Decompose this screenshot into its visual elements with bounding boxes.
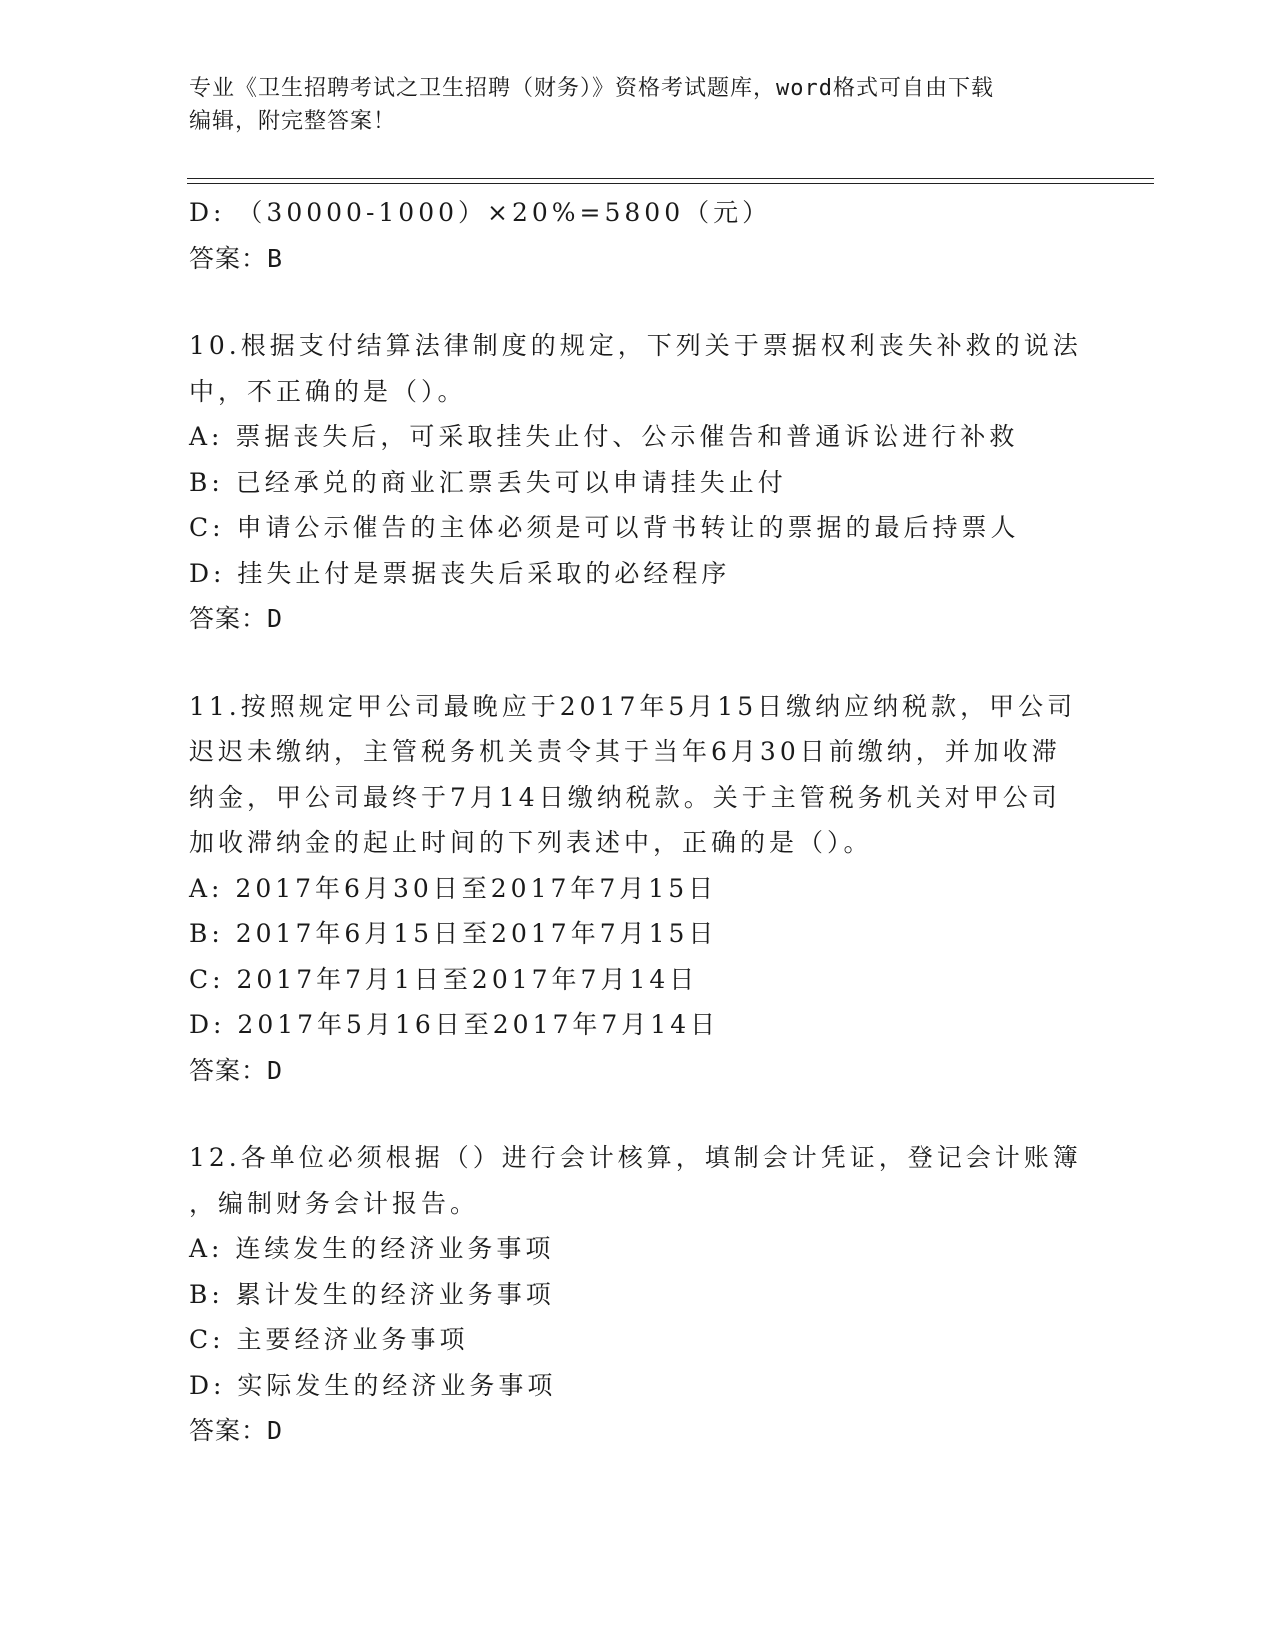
option-d: D: 2017年5月16日至2017年7月14日 [189,1010,720,1039]
question-stem: 纳金，甲公司最终于7月14日缴纳税款。关于主管税务机关对甲公司 [189,782,1061,812]
question-stem: 12.各单位必须根据（）进行会计核算，填制会计凭证，登记会计账簿 [189,1143,1082,1172]
question-stem: ，编制财务会计报告。 [189,1188,480,1218]
header-line-2: 编辑，附完整答案！ [189,109,397,134]
option-c: C: 申请公示催告的主体必须是可以背书转让的票据的最后持票人 [189,513,1020,542]
header-divider-bottom [187,183,1154,184]
option-a: A: 票据丧失后，可采取挂失止付、公示催告和普通诉讼进行补救 [189,422,1019,451]
question-stem: 11.按照规定甲公司最晚应于2017年5月15日缴纳应纳税款，甲公司 [189,691,1077,721]
answer-line: 答案：B [189,243,284,273]
option-d: D: （30000-1000）×20%=5800（元） [189,198,772,227]
question-stem: 10.根据支付结算法律制度的规定，下列关于票据权利丧失补救的说法 [189,331,1082,360]
option-b: B: 累计发生的经济业务事项 [189,1279,555,1309]
question-11-block [189,684,1089,1094]
option-d: D: 挂失止付是票据丧失后采取的必经程序 [189,558,731,588]
header-divider-top [187,178,1154,179]
question-content [189,190,1089,1454]
answer-line: 答案：D [189,1055,284,1085]
option-d: D: 实际发生的经济业务事项 [189,1370,557,1400]
header-line-1: 专业《卫生招聘考试之卫生招聘（财务）》资格考试题库，word格式可自由下载 [189,76,994,101]
answer-line: 答案：D [189,604,284,633]
question-stem: 迟迟未缴纳，主管税务机关责令其于当年6月30日前缴纳，并加收滞 [189,737,1061,766]
question-stem: 中，不正确的是（）。 [189,376,467,406]
document-header [189,72,1069,138]
question-12-block [189,1135,1089,1454]
previous-question-block [189,190,1089,281]
option-b: B: 2017年6月15日至2017年7月15日 [189,919,718,948]
answer-line: 答案：D [189,1416,284,1445]
option-b: B: 已经承兑的商业汇票丢失可以申请挂失止付 [189,467,787,497]
option-a: A: 2017年6月30日至2017年7月15日 [189,873,718,903]
option-c: C: 2017年7月1日至2017年7月14日 [189,964,699,994]
question-10-block [189,323,1089,642]
question-stem: 加收滞纳金的起止时间的下列表述中，正确的是（）。 [189,828,873,857]
option-c: C: 主要经济业务事项 [189,1325,469,1354]
option-a: A: 连续发生的经济业务事项 [189,1234,555,1263]
